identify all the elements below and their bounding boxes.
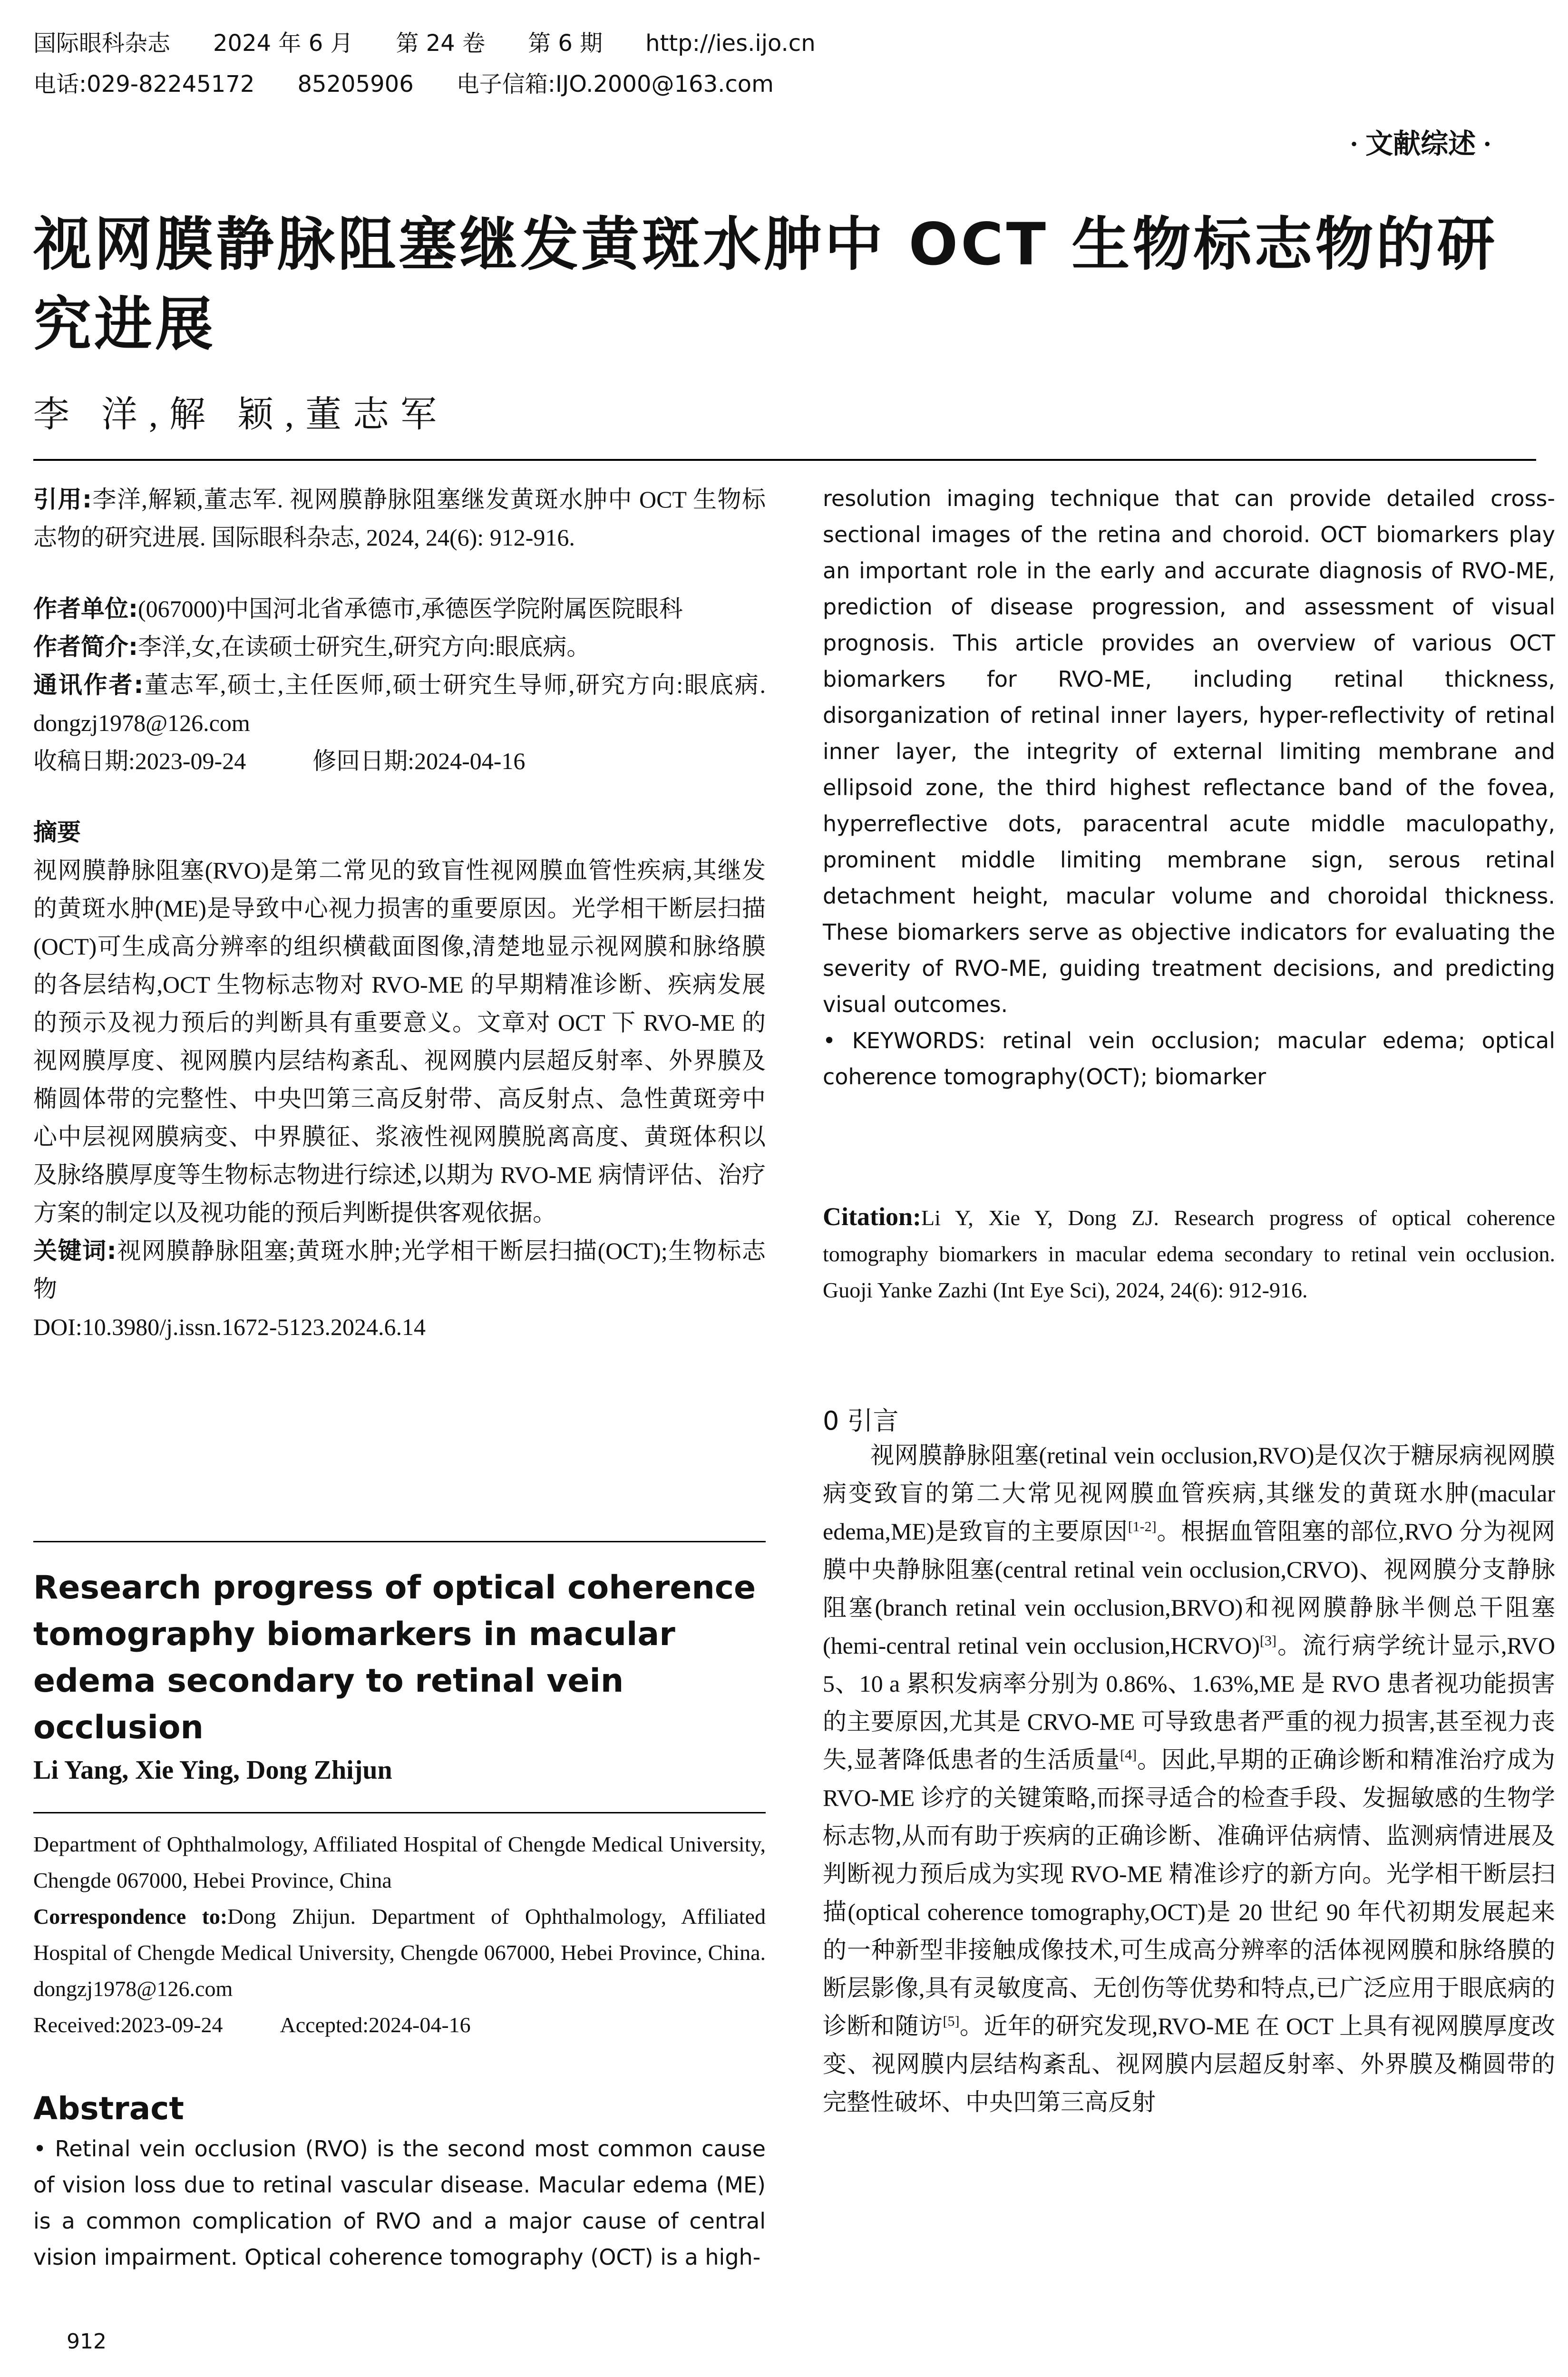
contact-header <box>33 66 817 98</box>
keywords-label: 关键词: <box>33 1237 117 1265</box>
doi[interactable]: DOI:10.3980/j.issn.1672-5123.2024.6.14 <box>33 1314 426 1340</box>
department: Department of Ophthalmology, Affiliated Hospital of Chengde Medical University, Chengde 067000, Hebei Province, China <box>33 1832 766 1892</box>
dates-cn <box>33 742 766 780</box>
journal-url[interactable]: http://ies.ijo.cn <box>645 30 816 57</box>
intro-text-2: 。根据血管阻塞的部位,RVO 分为视网膜中央静脉阻塞(central retinal vein occlusion,CRVO)、视网膜分支静脉阻塞(branch retinal vein occlusion,BRVO)和视网膜静脉半侧总干阻塞(hemi-central retinal vein occlusion,HCRVO) <box>823 1518 1556 1659</box>
intro-text-5: 。近年的研究发现,RVO-ME 在 OCT 上具有视网膜厚度改变、视网膜内层结构紊乱、视网膜内层超反射率、外界膜及椭圆带的完整性破坏、中央凹第三高反射 <box>823 2013 1556 2115</box>
keywords-en-label: KEYWORDS: <box>852 1028 986 1053</box>
correspondence-label: Correspondence to: <box>33 1904 228 1929</box>
issue: 第 6 期 <box>528 30 603 57</box>
bio-text: 李洋,女,在读硕士研究生,研究方向:眼底病。 <box>138 633 591 660</box>
citation-en-block <box>823 1198 1555 1308</box>
issue-date: 2024 年 6 月 <box>213 30 353 57</box>
intro-text-1: 视网膜静脉阻塞(retinal vein occlusion,RVO)是仅次于糖尿病视网膜病变致盲的第二大常见视网膜血管疾病,其继发的黄斑水肿(macular edema,ME)是致盲的主要原因 <box>823 1442 1555 1545</box>
received-en: Received:2023-09-24 <box>33 2013 223 2037</box>
citation-en-label: Citation: <box>823 1202 921 1231</box>
received-date: 收稿日期:2023-09-24 <box>33 748 246 774</box>
citation-en <box>823 1198 1555 1308</box>
intro-text-3: 。流行病学统计显示,RVO 5、10 a 累积发病率分别为 0.86%、1.63%,ME 是 RVO 患者视功能损害的主要原因,尤其是 CRVO-ME 可导致患者严重的视力损害,甚至视力丧失,显著降低患者的生活质量 <box>823 1632 1556 1773</box>
phone: 电话:029-82245172 <box>33 71 255 97</box>
keywords-text: 视网膜静脉阻塞;黄斑水肿;光学相干断层扫描(OCT);生物标志物 <box>33 1237 766 1302</box>
unit-label: 作者单位: <box>33 595 138 623</box>
volume: 第 24 卷 <box>396 30 486 57</box>
article-title: 视网膜静脉阻塞继发黄斑水肿中 OCT 生物标志物的研究进展 <box>33 211 1498 358</box>
keywords-en <box>823 1023 1555 1095</box>
unit-text: (067000)中国河北省承德市,承德医学院附属医院眼科 <box>138 595 683 622</box>
intro-paragraph <box>823 1436 1555 2121</box>
abstract-en-start: • Retinal vein occlusion (RVO) is the second most common cause of vision loss due to retinal vascular disease. Macular edema (ME) is a common complication of RVO and a major cause of central vision impairment. Optical coherence tomography (OCT) is a high- <box>33 2131 766 2275</box>
author-list: 李 洋,解 颖,董志军 <box>33 395 448 435</box>
contact-email[interactable]: 电子信箱:IJO.2000@163.com <box>456 71 774 97</box>
corr-text: 董志军,硕士,主任医师,硕士研究生导师,研究方向:眼底病. dongzj1978@126.com <box>33 672 766 736</box>
running-header <box>33 25 858 58</box>
abstract-cn-heading: 摘要 <box>33 818 81 846</box>
keywords-en-text: retinal vein occlusion; macular edema; optical coherence tomography(OCT); biomarker <box>823 1028 1556 1090</box>
left-divider-1 <box>33 1541 766 1542</box>
page-number: 912 <box>67 2329 107 2354</box>
affiliation-block <box>33 1826 766 2043</box>
keywords-cn <box>33 1232 766 1308</box>
ref-3[interactable]: [3] <box>1259 1633 1276 1649</box>
left-divider-2 <box>33 1812 766 1813</box>
ref-4[interactable]: [4] <box>1120 1747 1137 1763</box>
dates-en <box>33 2007 766 2043</box>
section-tag: · 文献综述 · <box>1349 128 1492 159</box>
right-column-abstract <box>823 480 1555 1095</box>
corresponding-author <box>33 666 766 742</box>
intro-text-4: 。因此,早期的正确诊断和精准治疗成为 RVO-ME 诊疗的关键策略,而探寻适合的检查手段、发掘敏感的生物学标志物,从而有助于疾病的正确诊断、准确评估病情、监测病情进展及判断视力预后成为实现 RVO-ME 精准诊疗的新方向。光学相干断层扫描(optical coherence tomography,OCT)是 20 世纪 90 年代初期发展起来的一种新型非接触成像技术,可生成高分辨率的活体视网膜和脉络膜的断层影像,具有灵敏度高、无创伤等优势和特点,已广泛应用于眼底病的诊断和随访 <box>823 1746 1556 2039</box>
ref-5[interactable]: [5] <box>943 2013 960 2029</box>
title-divider <box>33 459 1536 461</box>
english-authors: Li Yang, Xie Ying, Dong Zhijun <box>33 1755 392 1785</box>
abstract-cn: 视网膜静脉阻塞(RVO)是第二常见的致盲性视网膜血管性疾病,其继发的黄斑水肿(ME)是导致中心视力损害的重要原因。光学相干断层扫描(OCT)可生成高分辨率的组织横截面图像,清楚地显示视网膜和脉络膜的各层结构,OCT 生物标志物对 RVO-ME 的早期精准诊断、疾病发展的预示及视力预后的判断具有重要意义。文章对 OCT 下 RVO-ME 的视网膜厚度、视网膜内层结构紊乱、视网膜内层超反射率、外界膜及椭圆体带的完整性、中央凹第三高反射带、高反射点、急性黄斑旁中心中层视网膜病变、中界膜征、浆液性视网膜脱离高度、黄斑体积以及脉络膜厚度等生物标志物进行综述,以期为 RVO-ME 病情评估、治疗方案的制定以及视功能的预后判断提供客观依据。 <box>33 857 766 1226</box>
english-title: Research progress of optical coherence tomography biomarkers in macular edema secondary to retinal vein occlusion <box>33 1569 756 1746</box>
abstract-en-heading: Abstract <box>33 2090 184 2127</box>
ref-1-2[interactable]: [1-2] <box>1128 1519 1157 1535</box>
journal-name: 国际眼科杂志 <box>33 30 171 57</box>
intro-heading: 0 引言 <box>823 1406 899 1436</box>
author-bio <box>33 628 766 666</box>
citation-label: 引用: <box>33 486 92 513</box>
phone-2: 85205906 <box>297 71 414 97</box>
bio-label: 作者简介: <box>33 633 138 661</box>
left-column <box>33 480 766 1346</box>
correspondence-text: Dong Zhijun. Department of Ophthalmology, Affiliated Hospital of Chengde Medical University, Chengde 067000, Hebei Province, China. dongzj1978@126.com <box>33 1904 766 2001</box>
citation-text: 李洋,解颖,董志军. 视网膜静脉阻塞继发黄斑水肿中 OCT 生物标志物的研究进展. 国际眼科杂志, 2024, 24(6): 912-916. <box>33 486 766 551</box>
abstract-en-continued: resolution imaging technique that can provide detailed cross-sectional images of the retina and choroid. OCT biomarkers play an important role in the early and accurate diagnosis of RVO-ME, prediction of disease progression, and assessment of visual prognosis. This article provides an overview of various OCT biomarkers for RVO-ME, including retinal thickness, disorganization of retinal inner layers, hyper-reflectivity of retinal inner layer, the integrity of external limiting membrane and ellipsoid zone, the third highest reflectance band of the fovea, hyperreflective dots, paracentral acute middle maculopathy, prominent middle limiting membrane sign, serous retinal detachment height, macular volume and choroidal thickness. These biomarkers serve as objective indicators for evaluating the severity of RVO-ME, guiding treatment decisions, and predicting visual outcomes. <box>823 486 1555 1017</box>
correspondence-en <box>33 1899 766 2007</box>
author-unit <box>33 590 766 628</box>
revised-date: 修回日期:2024-04-16 <box>312 748 526 774</box>
corr-label: 通讯作者: <box>33 671 144 699</box>
citation-en-text: Li Y, Xie Y, Dong ZJ. Research progress of optical coherence tomography biomarkers in macular edema secondary to retinal vein occlusion. Guoji Yanke Zazhi (Int Eye Sci), 2024, 24(6): 912-916. <box>823 1206 1555 1302</box>
abstract-en-start-block <box>33 2131 766 2275</box>
accepted-en: Accepted:2024-04-16 <box>280 2013 471 2037</box>
citation-cn <box>33 480 766 556</box>
intro-body <box>823 1436 1555 2121</box>
